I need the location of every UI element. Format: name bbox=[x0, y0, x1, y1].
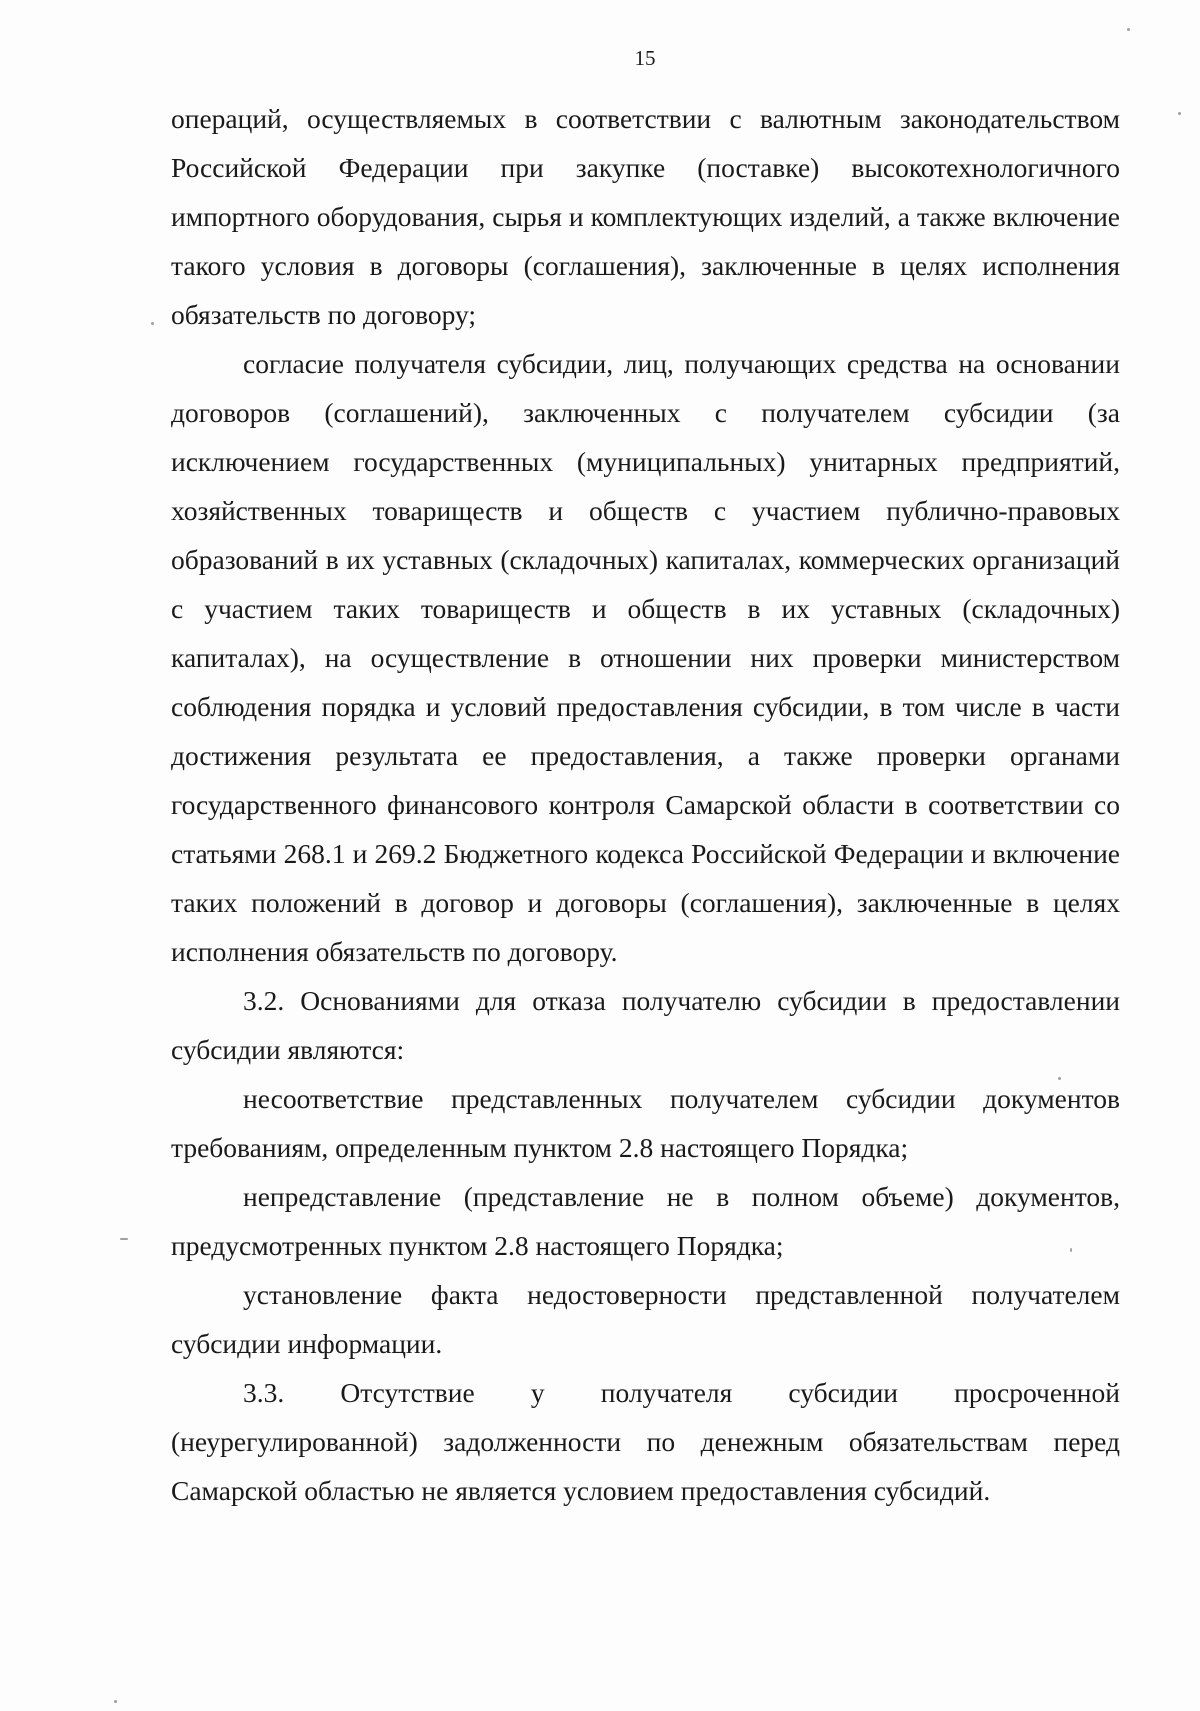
paragraph-refusal-grounds: 3.2. Основаниями для отказа получателю субсидии в предоставлении субсидии являются: bbox=[171, 985, 1120, 1065]
scan-speck bbox=[1058, 1077, 1061, 1080]
scan-speck bbox=[1127, 28, 1130, 31]
scan-speck bbox=[1178, 112, 1181, 115]
paragraph-false-information: установление факта недостоверности представленной получателем субсидии информации. bbox=[171, 1279, 1120, 1359]
paragraph-documents-mismatch: несоответствие представленных получателем субсидии документов требованиям, определенным пунктом 2.8 настоящего Порядка; bbox=[171, 1083, 1120, 1163]
scan-speck bbox=[1070, 1248, 1072, 1252]
document-body bbox=[171, 94, 1120, 1515]
scan-speck bbox=[151, 322, 154, 325]
page-number: 15 bbox=[634, 46, 656, 70]
paragraph-debt-condition: 3.3. Отсутствие у получателя субсидии просроченной (неурегулированной) задолженности по денежным обязательствам перед Самарской областью не является условием предоставления субсидий. bbox=[171, 1377, 1120, 1506]
paragraph-consent-inspection: согласие получателя субсидии, лиц, получающих средства на основании договоров (соглашений), заключенных с получателем субсидии (за исключением государственных (муниципальных) унитарных предприятий, хозяйственных товариществ и обществ с участием публично-правовых образований в их уставных (складочных) капиталах, коммерческих организаций с участием таких товариществ и обществ в их уставных (складочных) капиталах), на осуществление в отношении них проверки министерством соблюдения порядка и условий предоставления субсидии, в том числе в части достижения результата ее предоставления, а также проверки органами государственного финансового контроля Самарской области в соответствии со статьями 268.1 и 269.2 Бюджетного кодекса Российской Федерации и включение таких положений в договор и договоры (соглашения), заключенные в целях исполнения обязательств по договору. bbox=[171, 348, 1120, 967]
paragraph-documents-missing: непредставление (представление не в полном объеме) документов, предусмотренных пунктом 2.8 настоящего Порядка; bbox=[171, 1181, 1120, 1261]
scan-speck bbox=[114, 1700, 117, 1703]
scan-speck bbox=[120, 1238, 128, 1240]
paragraph-currency-operations: операций, осуществляемых в соответствии с валютным законодательством Российской Федерации при закупке (поставке) высокотехнологичного импортного оборудования, сырья и комплектующих изделий, а также включение такого условия в договоры (соглашения), заключенные в целях исполнения обязательств по договору; bbox=[171, 103, 1120, 330]
